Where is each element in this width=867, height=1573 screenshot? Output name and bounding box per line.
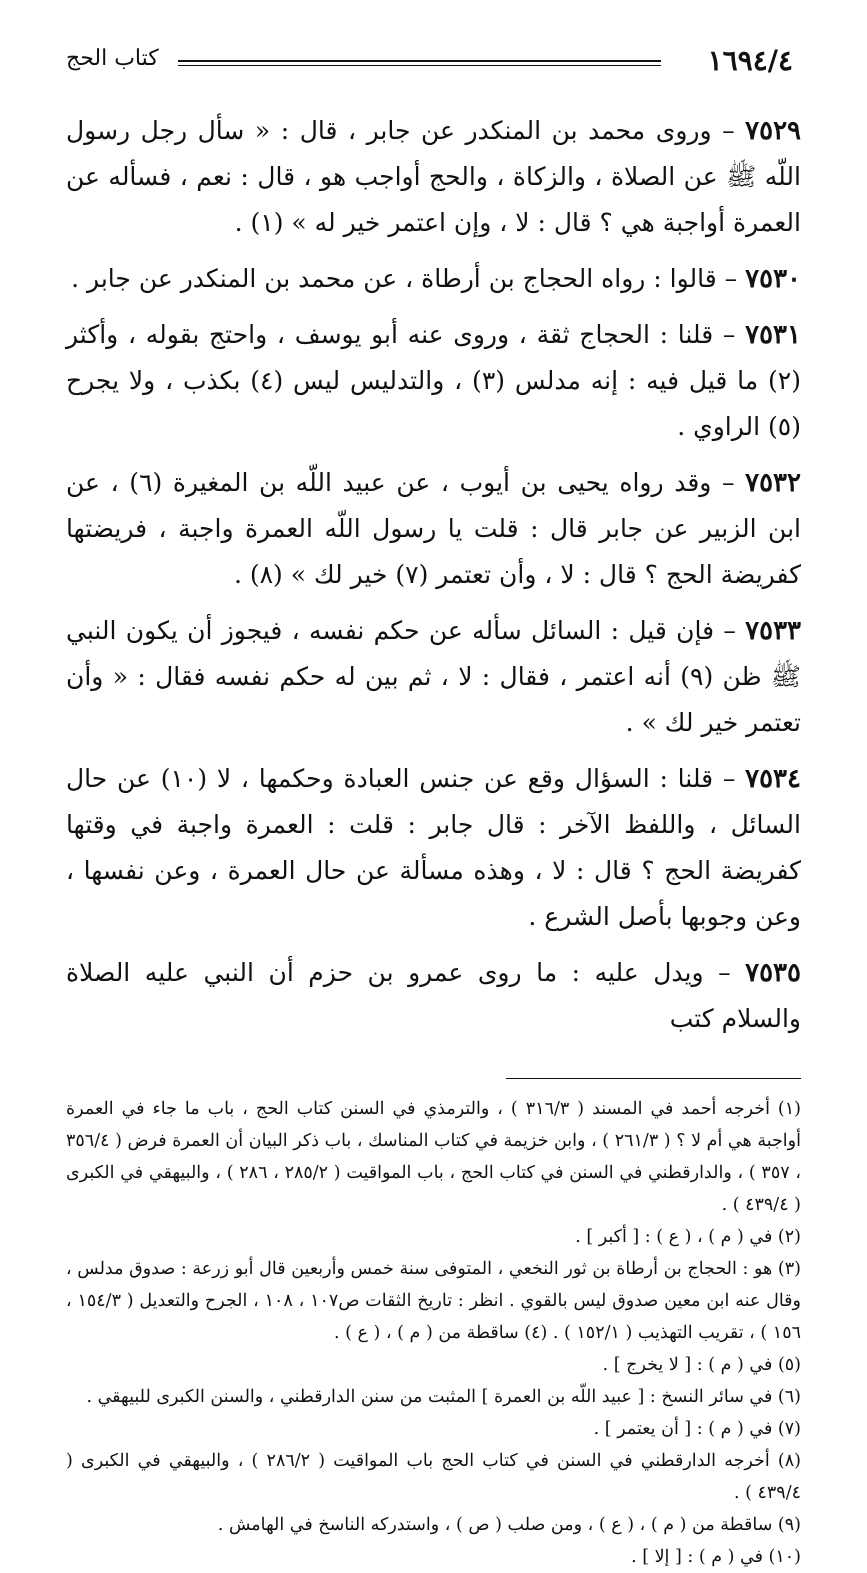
paragraph-number: ٧٥٣٥	[745, 958, 801, 988]
running-header	[66, 40, 801, 80]
footnote: (٥) في ( م ) : [ لا يخرج ] .	[602, 1355, 801, 1375]
book-title: كتاب الحج	[66, 46, 159, 71]
paragraph-number: ٧٥٣١	[745, 320, 801, 350]
paragraph-number: ٧٥٣٤	[745, 764, 801, 794]
paragraph-text: ويدل عليه : ما روى عمرو بن حزم أن النبي عليه الصلاة والسلام كتب	[66, 958, 801, 1033]
paragraph: ٧٥٣١ – قلنا : الحجاج ثقة ، وروى عنه أبو يوسف ، واحتج بقوله ، وأكثر (٢) ما قيل فيه : إنه مدلس (٣) ، والتدليس ليس (٤) بكذب ، ولا يجرح (٥) الراوي .	[66, 320, 801, 441]
paragraph-text: وروى محمد بن المنكدر عن جابر ، قال : « سأل رجل رسول اللّه ﷺ عن الصلاة ، والزكاة ، والحج أواجب هو ، قال : نعم ، فسأله عن العمرة أواجبة هي ؟ قال : لا ، وإن اعتمر خير له » (١) .	[66, 116, 801, 237]
footnote: (١٠) في ( م ) : [ إلا ] .	[631, 1547, 801, 1567]
paragraph-text: وقد رواه يحيى بن أيوب ، عن عبيد اللّه بن المغيرة (٦) ، عن ابن الزبير عن جابر قال : قلت يا رسول اللّه العمرة واجبة ، فريضتها كفريضة الحج ؟ قال : لا ، وأن تعتمر (٧) خير لك » (٨) .	[66, 468, 801, 589]
paragraph-number: ٧٥٢٩	[745, 116, 801, 146]
paragraph: ٧٥٣٥ – ويدل عليه : ما روى عمرو بن حزم أن النبي عليه الصلاة والسلام كتب	[66, 958, 801, 1033]
paragraph-number: ٧٥٣٣	[745, 616, 801, 646]
footnote: (٦) في سائر النسخ : [ عبيد اللّه بن العمرة ] المثبت من سنن الدارقطني ، والسنن الكبرى للبيهقي .	[86, 1387, 801, 1407]
paragraph: ٧٥٣٣ – فإن قيل : السائل سأله عن حكم نفسه ، فيجوز أن يكون النبي ﷺ ظن (٩) أنه اعتمر ، فقال : لا ، ثم بين له حكم نفسه فقال : « وأن تعتمر خير لك » .	[66, 616, 801, 737]
footnote-separator	[506, 1078, 801, 1079]
paragraph-text: قالوا : رواه الحجاج بن أرطاة ، عن محمد بن المنكدر عن جابر .	[71, 264, 717, 293]
paragraph-text: قلنا : الحجاج ثقة ، وروى عنه أبو يوسف ، واحتج بقوله ، وأكثر (٢) ما قيل فيه : إنه مدلس (٣) ، والتدليس ليس (٤) بكذب ، ولا يجرح (٥) الراوي .	[66, 320, 801, 441]
footnote: (٨) أخرجه الدارقطني في السنن في كتاب الحج باب المواقيت ( ٢٨٦/٢ ) ، والبيهقي في الكبرى ( ٤٣٩/٤ ) .	[66, 1451, 801, 1503]
paragraph-number: ٧٥٣٠	[745, 264, 801, 294]
paragraph: ٧٥٣٠ – قالوا : رواه الحجاج بن أرطاة ، عن محمد بن المنكدر عن جابر .	[71, 264, 801, 294]
footnotes	[66, 1093, 801, 1573]
paragraph-text: قلنا : السؤال وقع عن جنس العبادة وحكمها ، لا (١٠) عن حال السائل ، واللفظ الآخر : قال جابر : قلت : العمرة واجبة في وقتها كفريضة الحج ؟ قال : لا ، وهذه مسألة عن حال العمرة ، وعن نفسها ، وعن وجوبها بأصل الشرع .	[66, 764, 801, 931]
paragraph: ٧٥٣٤ – قلنا : السؤال وقع عن جنس العبادة وحكمها ، لا (١٠) عن حال السائل ، واللفظ الآخر : قال جابر : قلت : العمرة واجبة في وقتها كفريضة الحج ؟ قال : لا ، وهذه مسألة عن حال العمرة ، وعن نفسها ، وعن وجوبها بأصل الشرع .	[66, 764, 801, 931]
footnote: (١) أخرجه أحمد في المسند ( ٣١٦/٣ ) ، والترمذي في السنن كتاب الحج ، باب ما جاء في العمرة أواجبة هي أم لا ؟ ( ٢٦١/٣ ) ، وابن خزيمة في كتاب المناسك ، باب ذكر البيان أن العمرة فرض ( ٣٥٦/٤ ، ٣٥٧ ) ، والدارقطني في السنن في كتاب الحج ، باب المواقيت ( ٢٨٥/٢ ، ٢٨٦ ) ، والبيهقي في الكبرى ( ٤٣٩/٤ ) .	[66, 1099, 801, 1215]
header-rule	[178, 60, 661, 66]
main-text	[66, 108, 801, 1042]
paragraph-text: فإن قيل : السائل سأله عن حكم نفسه ، فيجوز أن يكون النبي ﷺ ظن (٩) أنه اعتمر ، فقال : لا ، ثم بين له حكم نفسه فقال : « وأن تعتمر خير لك » .	[66, 616, 801, 737]
page-number: ١٦٩٤/٤	[707, 44, 793, 77]
paragraph: ٧٥٢٩ – وروى محمد بن المنكدر عن جابر ، قال : « سأل رجل رسول اللّه ﷺ عن الصلاة ، والزكاة ، والحج أواجب هو ، قال : نعم ، فسأله عن العمرة أواجبة هي ؟ قال : لا ، وإن اعتمر خير له » (١) .	[66, 116, 801, 237]
footnote: (٧) في ( م ) : [ أن يعتمر ] .	[593, 1419, 801, 1439]
footnote: (٢) في ( م ) ، ( ع ) : [ أكبر ] .	[575, 1227, 801, 1247]
paragraph: ٧٥٣٢ – وقد رواه يحيى بن أيوب ، عن عبيد اللّه بن المغيرة (٦) ، عن ابن الزبير عن جابر قال : قلت يا رسول اللّه العمرة واجبة ، فريضتها كفريضة الحج ؟ قال : لا ، وأن تعتمر (٧) خير لك » (٨) .	[66, 468, 801, 589]
footnote: (٣) هو : الحجاج بن أرطاة بن ثور النخعي ، المتوفى سنة خمس وأربعين قال أبو زرعة : صدوق مدلس ، وقال عنه ابن معين صدوق ليس بالقوي . انظر : تاريخ الثقات ص١٠٧ ، ١٠٨ ، الجرح والتعديل ( ١٥٤/٣ ، ١٥٦ ) ، تقريب التهذيب ( ١٥٢/١ ) . (٤) ساقطة من ( م ) ، ( ع ) .	[66, 1259, 801, 1343]
paragraph-number: ٧٥٣٢	[745, 468, 801, 498]
footnote: (٩) ساقطة من ( م ) ، ( ع ) ، ومن صلب ( ص ) ، واستدركه الناسخ في الهامش .	[217, 1515, 801, 1535]
